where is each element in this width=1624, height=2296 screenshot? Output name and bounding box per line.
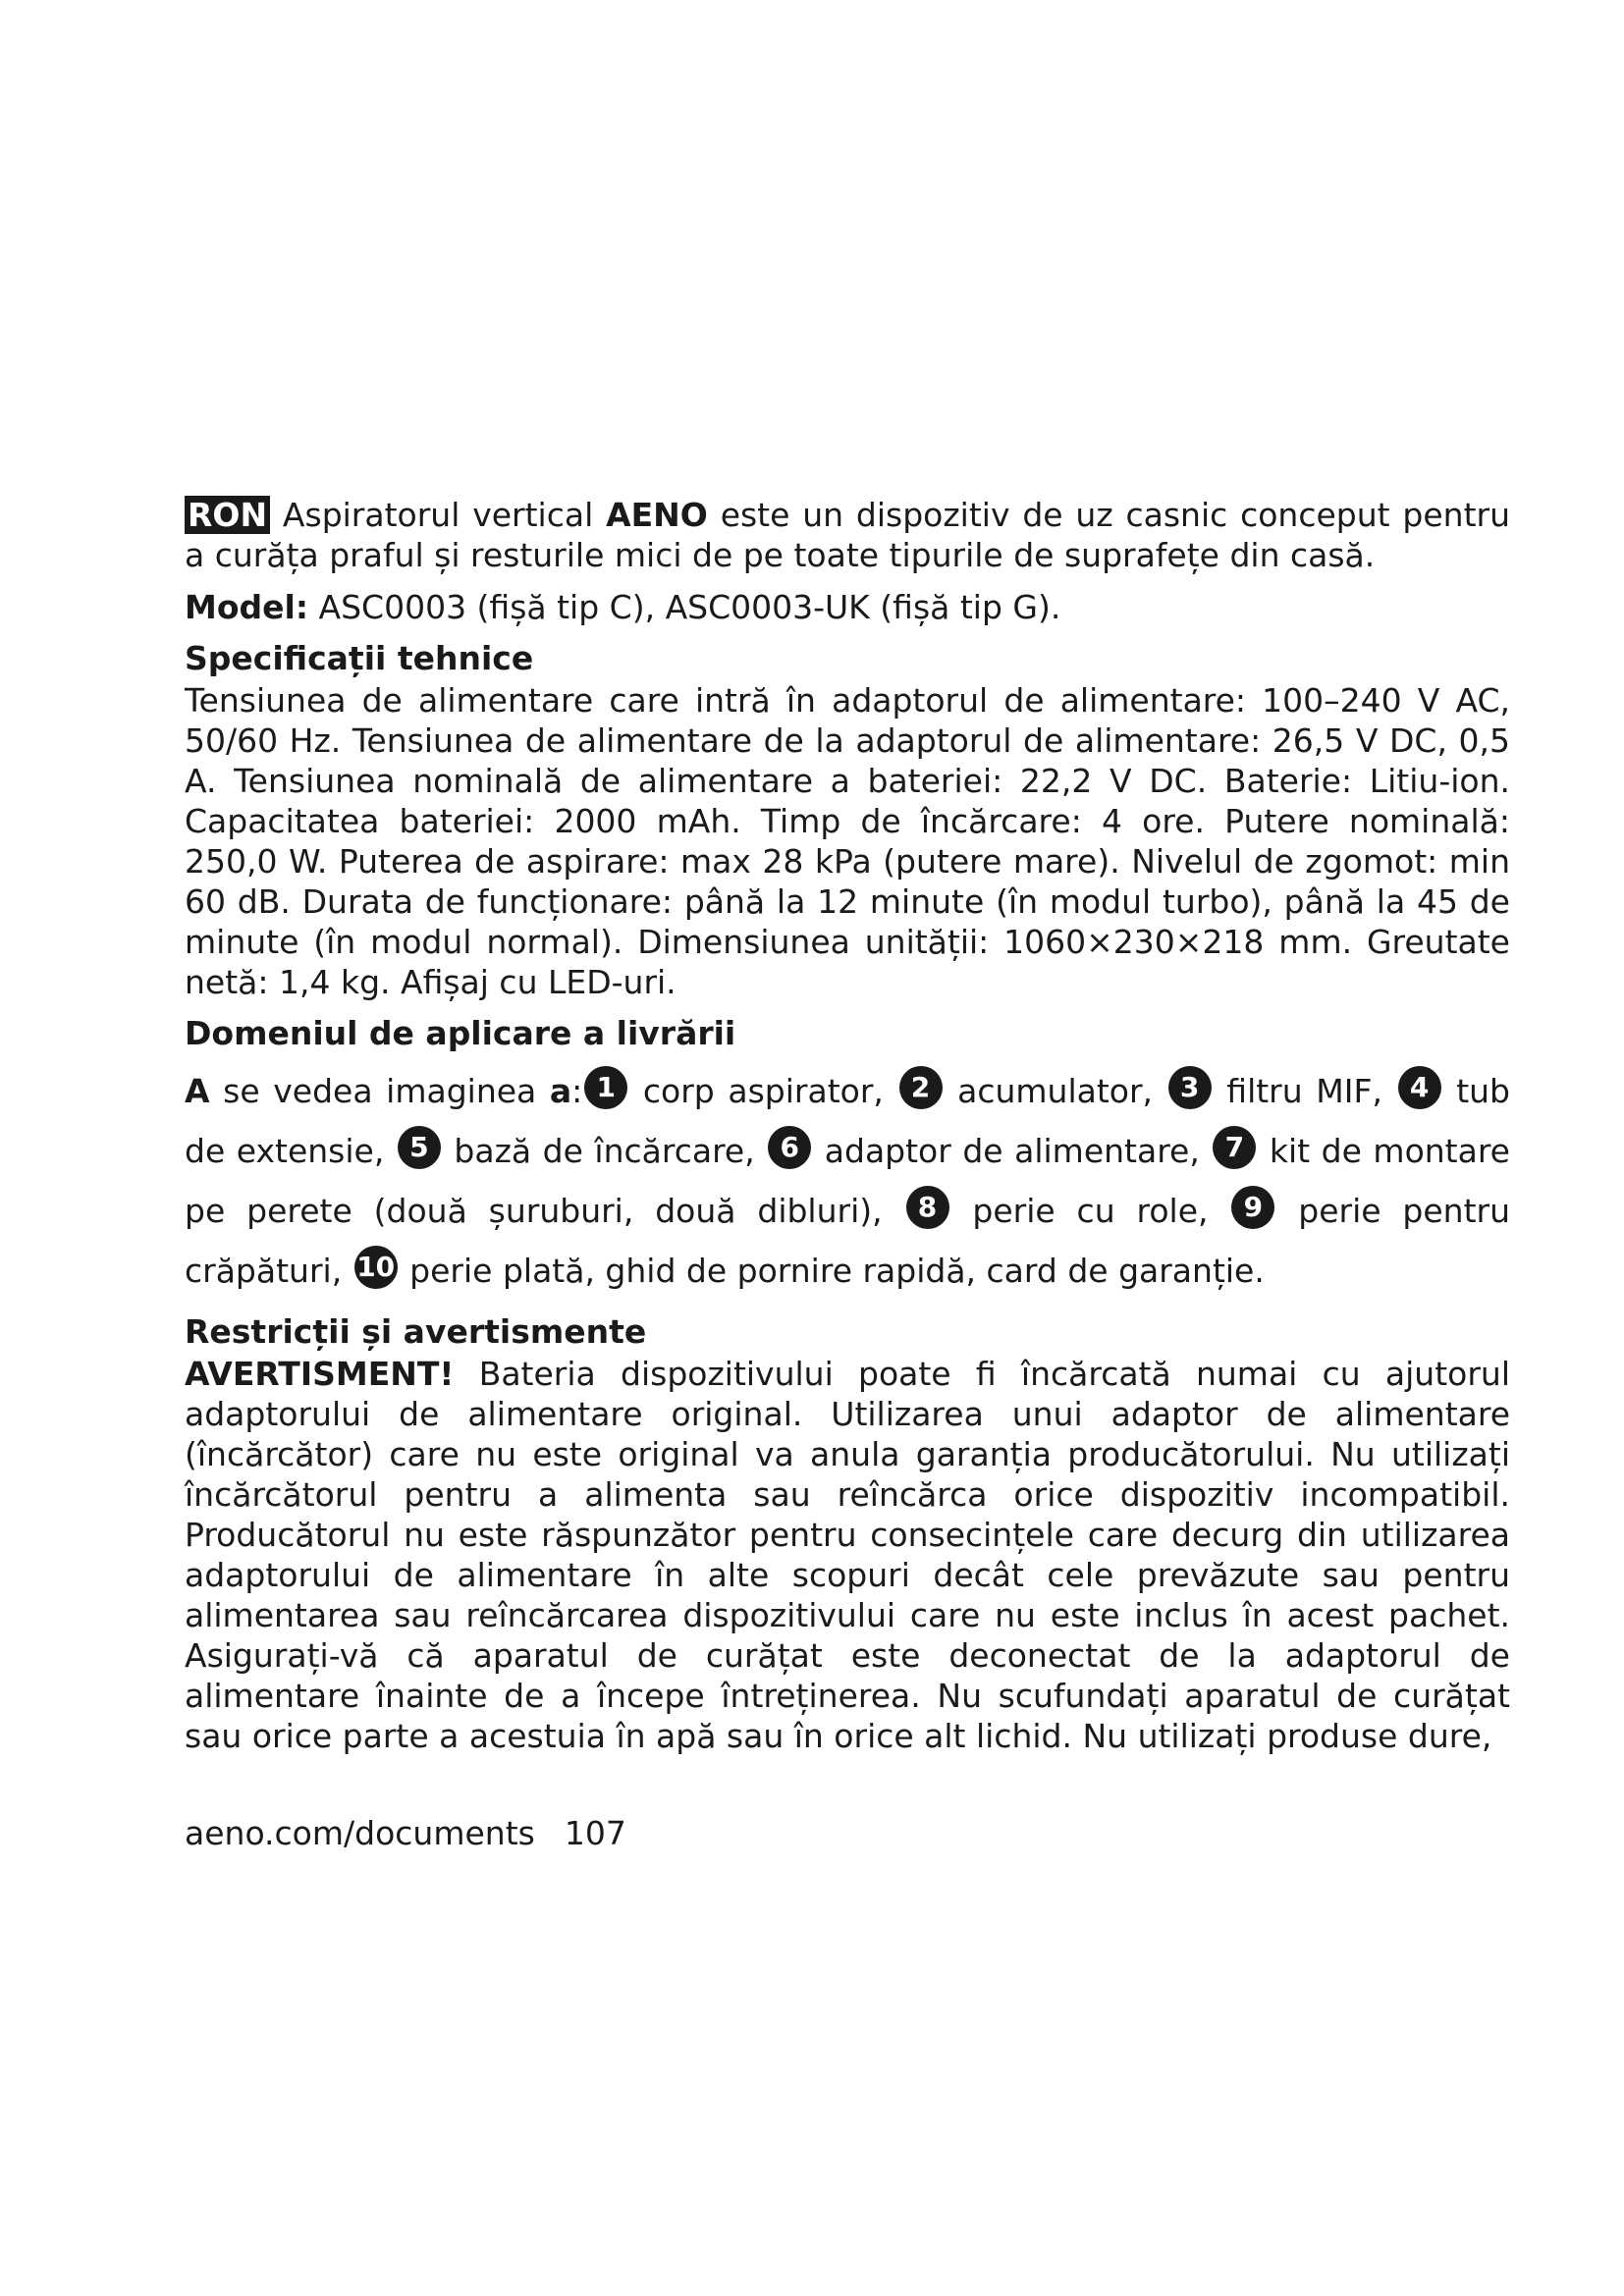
model-label: Model: <box>185 588 309 626</box>
number-5-icon: 5 <box>398 1126 441 1169</box>
language-badge: RON <box>185 496 270 534</box>
restrictions-heading: Restricții și avertismente <box>185 1312 647 1351</box>
brand-name: AENO <box>606 496 708 534</box>
scope-item: 8 perie cu role, <box>904 1192 1209 1230</box>
scope-item: 2 acumulator, <box>897 1072 1154 1110</box>
model-line <box>185 587 1510 627</box>
scope-text: A se vedea imaginea a: 1 corp aspirator, 2 acumulator, 3 filtru MIF, 4 tub de extensie, 5 bază de încărcare, 6 adaptor de alimentare, 7 kit de montare pe perete (două șuruburi, două dibluri), 8 perie cu role, 9 perie pentru crăpături, 10 perie plată, ghid de pornire rapidă, card de garanție. <box>185 1061 1510 1301</box>
number-4-icon: 4 <box>1398 1066 1441 1109</box>
footer-url: aeno.com/documents <box>185 1814 535 1852</box>
number-8-icon: 8 <box>906 1186 949 1229</box>
number-9-icon: 9 <box>1231 1186 1274 1229</box>
number-2-icon: 2 <box>899 1066 943 1109</box>
scope-heading: Domeniul de aplicare a livrării <box>185 1014 736 1052</box>
document-body <box>185 495 1510 1756</box>
warning-label: AVERTISMENT! <box>185 1355 455 1393</box>
number-3-icon: 3 <box>1168 1066 1212 1109</box>
specs-heading: Specificații tehnice <box>185 639 534 677</box>
model-value: ASC0003 (fișă tip C), ASC0003-UK (fișă tip G). <box>308 588 1061 626</box>
restrictions-text: AVERTISMENT! Bateria dispozitivului poate fi încărcată numai cu ajutorul adaptorului de alimentare original. Utilizarea unui adaptor de alimentare (încărcător) care nu este original va anula garanția producătorului. Nu utilizați încărcătorul pentru a alimenta sau reîncărca orice dispozitiv incompatibil. Producătorul nu este răspunzător pentru consecințele care decurg din utilizarea adaptorului de alimentare în alte scopuri decât cele prevăzute sau pentru alimentarea sau reîncărcarea dispozitivului care nu este inclus în acest pachet. Asigurați-vă că aparatul de curățat este deconectat de la adaptorul de alimentare înainte de a începe întreținerea. Nu scufundați aparatul de curățat sau orice parte a acestuia în apă sau în orice alt lichid. Nu utilizați produse dure, <box>185 1355 1510 1755</box>
page-number: 107 <box>564 1814 626 1852</box>
scope-item: 1 corp aspirator, <box>582 1072 884 1110</box>
scope-item: 4 tub de extensie, <box>185 1072 1510 1170</box>
scope-item: 7 kit de montare pe perete (două șuruburi, două dibluri), <box>185 1132 1510 1230</box>
number-7-icon: 7 <box>1213 1126 1256 1169</box>
specs-text: Tensiunea de alimentare care intră în adaptorul de alimentare: 100–240 V AC, 50/60 Hz. Tensiunea de alimentare de la adaptorul de alimentare: 26,5 V DC, 0,5 A. Tensiunea nominală de alimentare a bateriei: 22,2 V DC. Baterie: Litiu-ion. Capacitatea bateriei: 2000 mAh. Timp de încărcare: 4 ore. Putere nominală: 250,0 W. Puterea de aspirare: max 28 kPa (putere mare). Nivelul de zgomot: min 60 dB. Durata de funcționare: până la 12 minute (în modul turbo), până la 45 de minute (în modul normal). Dimensiunea unității: 1060×230×218 mm. Greutate netă: 1,4 kg. Afișaj cu LED-uri. <box>185 681 1510 1001</box>
scope-item: 3 filtru MIF, <box>1166 1072 1382 1110</box>
scope-item: 6 adaptor de alimentare, <box>766 1132 1200 1170</box>
number-1-icon: 1 <box>584 1066 627 1109</box>
intro-paragraph: RON Aspiratorul vertical AENO este un dispozitiv de uz casnic conceput pentru a curăța praful și resturile mici de pe toate tipurile de suprafețe din casă. <box>185 496 1510 574</box>
number-10-icon: 10 <box>354 1246 398 1289</box>
scope-item: 10 perie plată, ghid de pornire rapidă, card de garanție. <box>352 1252 1265 1290</box>
page-footer <box>185 1813 626 1853</box>
number-6-icon: 6 <box>768 1126 811 1169</box>
scope-item: 9 perie pentru crăpături, <box>185 1192 1510 1290</box>
scope-item: 5 bază de încărcare, <box>396 1132 755 1170</box>
